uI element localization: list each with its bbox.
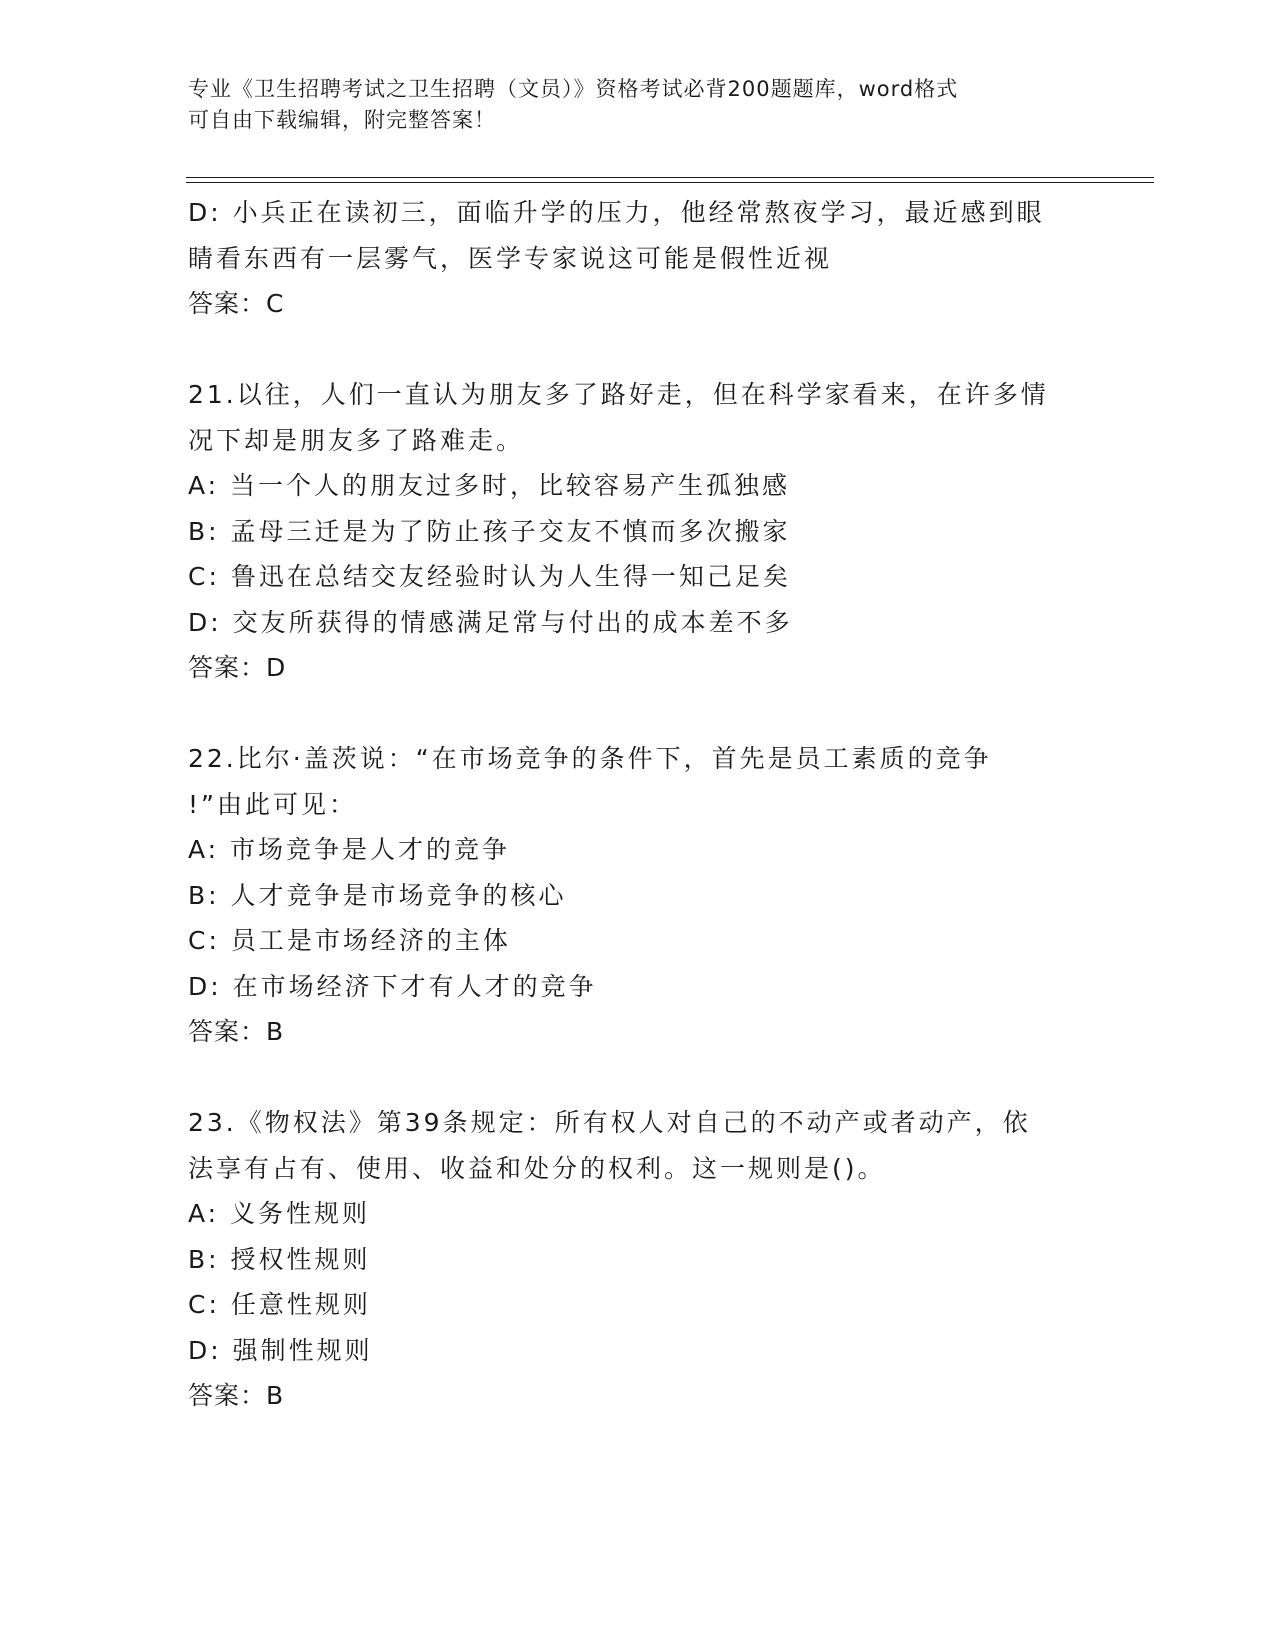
spacer (188, 1055, 1088, 1101)
question-21 (188, 372, 1088, 691)
header-divider-top (186, 177, 1154, 178)
option-a: A: 当一个人的朋友过多时，比较容易产生孤独感 (188, 471, 791, 500)
question-22 (188, 736, 1088, 1055)
document-header (188, 74, 1068, 136)
option-c: C: 任意性规则 (188, 1290, 371, 1319)
option-b: B: 人才竞争是市场竞争的核心 (188, 880, 567, 910)
question-stem: 22.比尔·盖茨说：“在市场竞争的条件下，首先是员工素质的竞争 (188, 744, 992, 773)
option-b: B: 孟母三迁是为了防止孩子交友不慎而多次搬家 (188, 516, 791, 546)
option-c: C: 员工是市场经济的主体 (188, 926, 511, 955)
option-d-continued: 睛看东西有一层雾气，医学专家说这可能是假性近视 (188, 243, 833, 273)
header-line-1: 专业《卫生招聘考试之卫生招聘（文员）》资格考试必背200题题库，word格式 (188, 77, 959, 101)
question-content (188, 190, 1088, 1419)
question-stem: 23.《物权法》第39条规定：所有权人对自己的不动产或者动产，依 (188, 1108, 1031, 1137)
answer-line: 答案：B (188, 1381, 285, 1410)
option-c: C: 鲁迅在总结交友经验时认为人生得一知己足矣 (188, 562, 791, 591)
question-23 (188, 1100, 1088, 1419)
question-stem-continued: 况下却是朋友多了路难走。 (188, 425, 525, 455)
answer-line: 答案：D (188, 653, 287, 682)
previous-question-tail (188, 190, 1088, 327)
option-b: B: 授权性规则 (188, 1244, 371, 1274)
option-a: A: 市场竞争是人才的竞争 (188, 835, 511, 864)
option-d: D: 小兵正在读初三，面临升学的压力，他经常熬夜学习，最近感到眼 (188, 198, 1045, 227)
question-stem: 21.以往，人们一直认为朋友多了路好走，但在科学家看来，在许多情 (188, 380, 1049, 409)
answer-line: 答案：C (188, 289, 285, 318)
option-a: A: 义务性规则 (188, 1199, 371, 1228)
question-stem-continued: !”由此可见： (188, 789, 357, 819)
option-d: D: 强制性规则 (188, 1335, 373, 1365)
spacer (188, 327, 1088, 373)
option-d: D: 在市场经济下才有人才的竞争 (188, 971, 597, 1001)
header-line-2: 可自由下载编辑，附完整答案！ (188, 108, 496, 132)
header-divider-bottom (186, 182, 1154, 183)
spacer (188, 691, 1088, 737)
answer-line: 答案：B (188, 1017, 285, 1046)
question-stem-continued: 法享有占有、使用、收益和处分的权利。这一规则是()。 (188, 1153, 886, 1183)
option-d: D: 交友所获得的情感满足常与付出的成本差不多 (188, 607, 793, 637)
